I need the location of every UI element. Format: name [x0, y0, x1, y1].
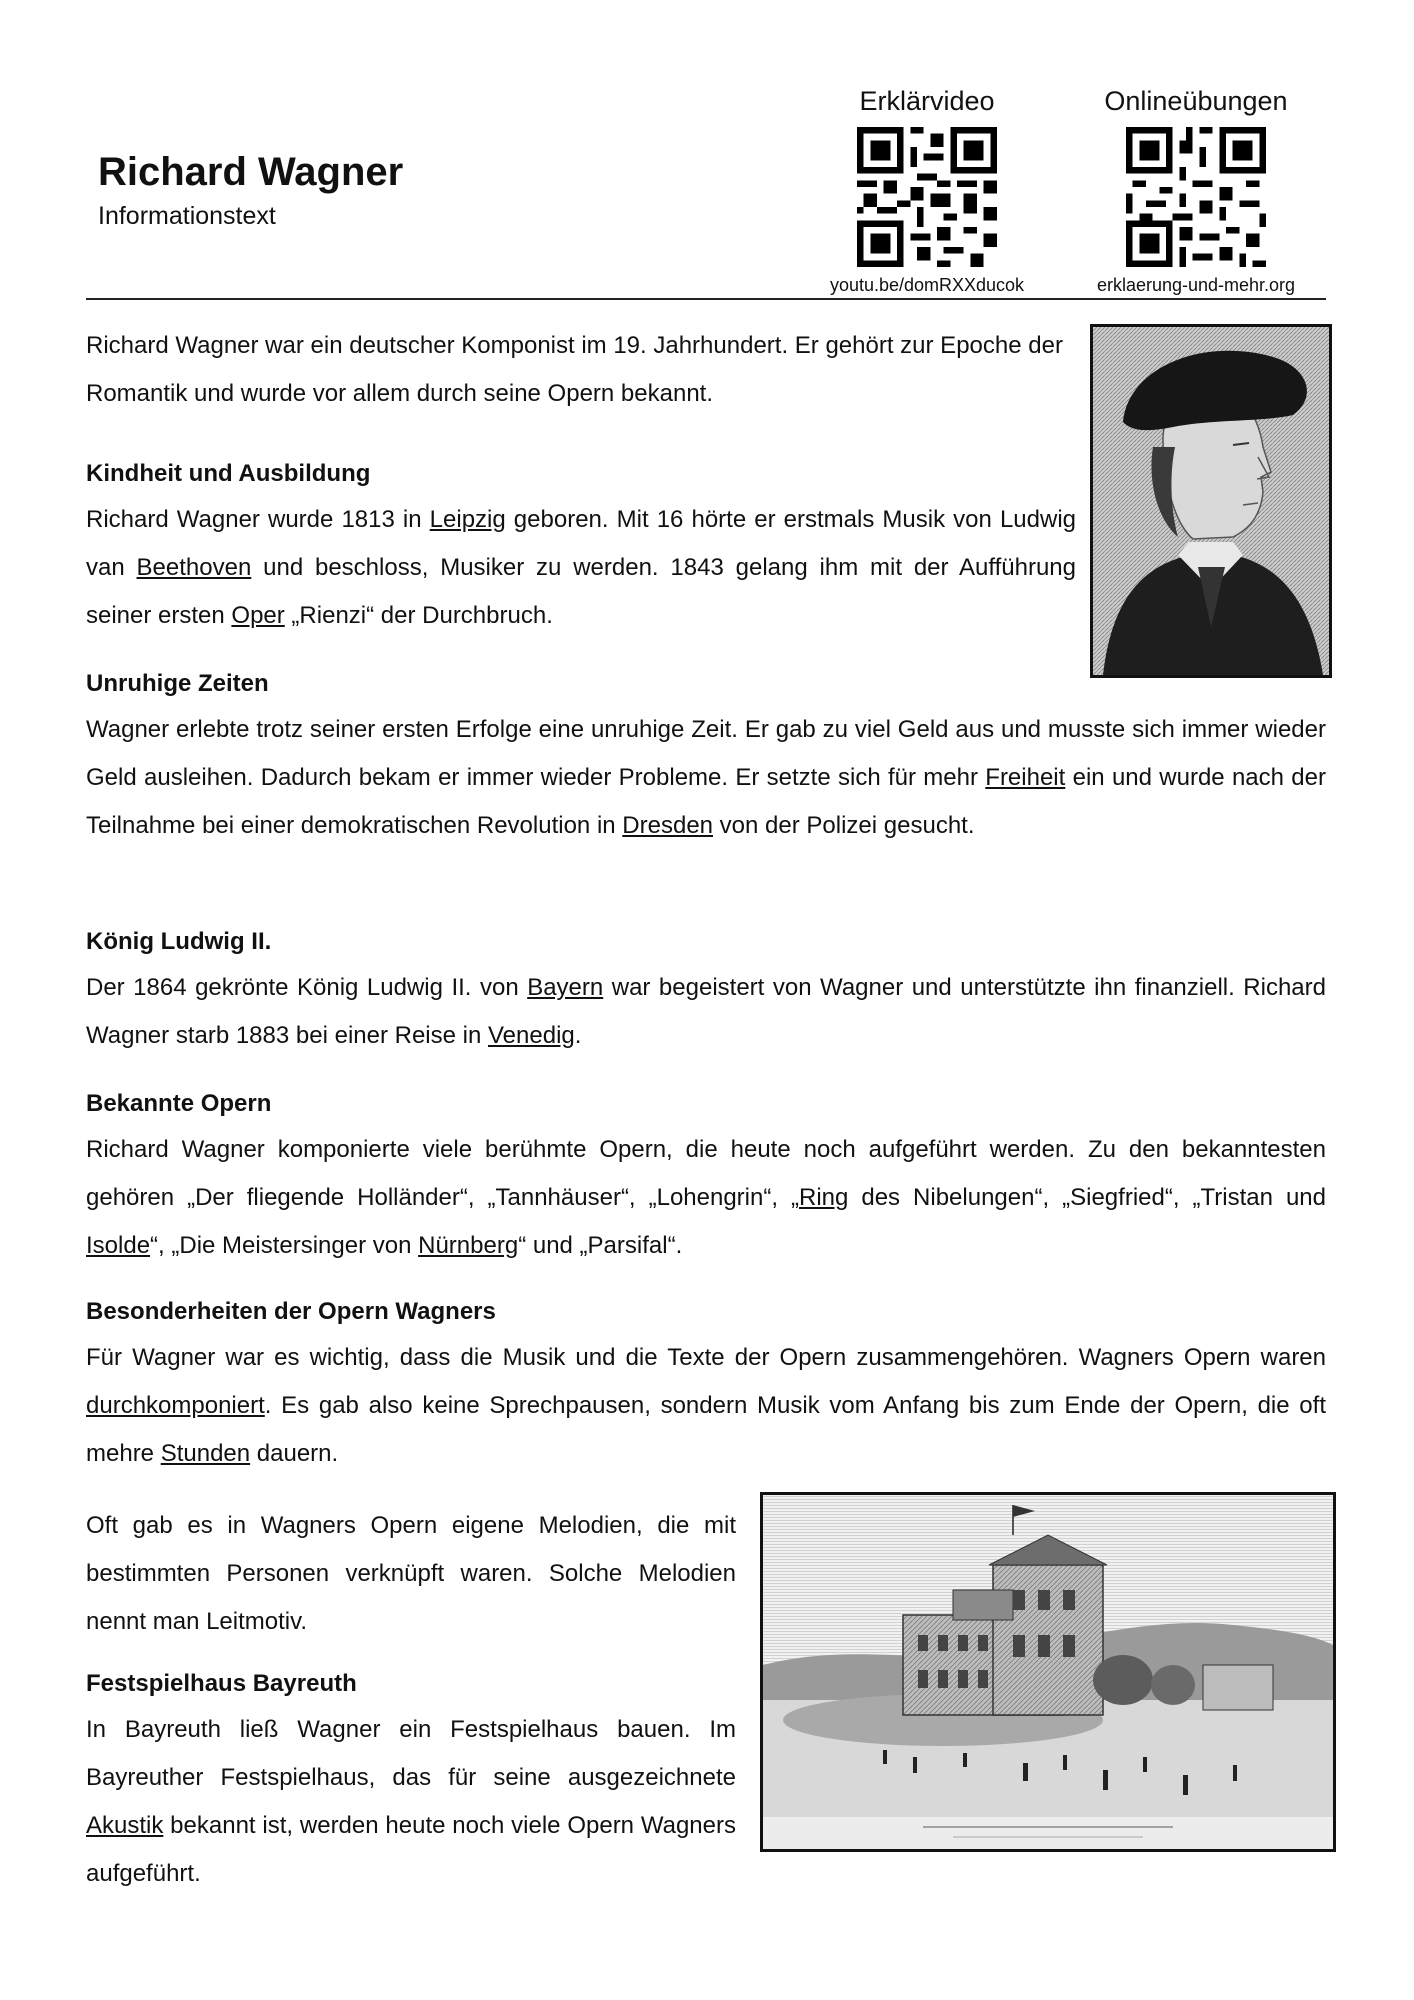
operas-paragraph [86, 1126, 1326, 1270]
text-segment: “ und „Parsifal“. [518, 1232, 683, 1259]
portrait-image [1090, 324, 1332, 678]
special-paragraph [86, 1334, 1326, 1478]
header-divider [86, 298, 1326, 300]
term-beethoven: Beethoven [136, 554, 252, 581]
text-segment: Der 1864 gekrönte König Ludwig II. von [86, 974, 528, 1001]
portrait-engraving-icon [1093, 327, 1329, 675]
ludwig-paragraph [86, 964, 1326, 1060]
text-segment: von der Polizei gesucht. [713, 812, 975, 839]
text-segment: bekannt ist, werden heute noch viele Opern Wagners aufgeführt. [86, 1812, 736, 1887]
text-segment: Richard Wagner komponierte viele berühmte Opern, die heute noch aufgeführt werden. Zu den bekanntesten gehören „Der fliegende Holländer“, „Tannhäuser“, „Lohengrin“, „ [86, 1136, 1326, 1211]
term-bayern: Bayern [527, 974, 604, 1001]
text-segment: Wagner erlebte trotz seiner ersten Erfolge eine unruhige Zeit. Er gab zu viel Geld aus und musste sich immer wieder Geld ausleihen. Dadurch bekam er immer wieder Probleme. Er setzte sich für mehr [86, 716, 1326, 791]
text-segment: und beschloss, Musiker zu werden. 1843 gelang ihm mit der Aufführung seiner ersten [86, 554, 1077, 629]
term-isolde: Isolde [86, 1232, 151, 1259]
text-segment: des Nibelungen“, „Siegfried“, „Tristan und [848, 1184, 1326, 1211]
childhood-paragraph [86, 496, 1076, 640]
section-heading-bayreuth: Festspielhaus Bayreuth [86, 1670, 357, 1697]
text-segment: dauern. [250, 1440, 339, 1467]
qr-video-link[interactable]: youtu.be/domRXXducok [829, 275, 1025, 295]
term-leipzig: Leipzig [429, 506, 506, 533]
term-ring: Ring [799, 1184, 849, 1211]
text-segment: Für Wagner war es wichtig, dass die Musik und die Texte der Opern zusammengehören. Wagners Opern waren [86, 1344, 1326, 1371]
intro-paragraph: Richard Wagner war ein deutscher Komponist im 19. Jahrhundert. Er gehört zur Epoche der Romantik und wurde vor allem durch seine Opern bekannt. [86, 332, 1063, 407]
section-heading-special: Besonderheiten der Opern Wagners [86, 1298, 496, 1325]
term-freiheit: Freiheit [985, 764, 1066, 791]
text-segment: „Rienzi“ der Durchbruch. [284, 602, 553, 629]
leitmotiv-paragraph: Oft gab es in Wagners Opern eigene Melodien, die mit bestimmten Personen verknüpft waren. Solche Melodien nennt man Leitmotiv. [86, 1512, 736, 1635]
text-segment: geboren. Mit 16 hörte er erstmals Musik von Ludwig van [86, 506, 1077, 581]
text-segment: In Bayreuth ließ Wagner ein Festspielhaus bauen. Im Bayreuther Festspielhaus, das für seine ausgezeichnete [86, 1716, 736, 1791]
term-nuernberg: Nürnberg [418, 1232, 519, 1259]
term-oper: Oper [231, 602, 285, 629]
qr-exercises-block [1076, 86, 1316, 296]
text-segment: war begeistert von Wagner und unterstützte ihn finanziell. Richard Wagner starb 1883 bei einer Reise in [86, 974, 1326, 1049]
page-subtitle: Informationstext [98, 202, 276, 230]
section-heading-childhood: Kindheit und Ausbildung [86, 460, 371, 487]
text-segment: “, „Die Meistersinger von [150, 1232, 419, 1259]
qr-exercises-label: Onlineübungen [1104, 86, 1288, 116]
text-segment: . [574, 1022, 582, 1049]
text-segment: ein und wurde nach der Teilnahme bei einer demokratischen Revolution in [86, 764, 1326, 839]
bayreuth-paragraph [86, 1706, 736, 1898]
qr-code-icon[interactable] [857, 127, 997, 267]
page-title: Richard Wagner [98, 150, 404, 194]
qr-code-icon[interactable] [1126, 127, 1266, 267]
section-heading-operas: Bekannte Opern [86, 1090, 272, 1117]
term-dresden: Dresden [622, 812, 714, 839]
festspielhaus-image [760, 1492, 1336, 1852]
term-akustik: Akustik [86, 1812, 164, 1839]
text-segment: Richard Wagner wurde 1813 in [86, 506, 430, 533]
qr-video-label: Erklärvideo [859, 86, 995, 116]
term-stunden: Stunden [160, 1440, 251, 1467]
qr-exercises-link[interactable]: erklaerung-und-mehr.org [1096, 275, 1296, 295]
term-durchkomponiert: durchkomponiert [86, 1392, 265, 1419]
section-heading-turbulent: Unruhige Zeiten [86, 670, 269, 697]
section-heading-ludwig: König Ludwig II. [86, 928, 272, 955]
text-segment: . Es gab also keine Sprechpausen, sondern Musik vom Anfang bis zum Ende der Opern, die oft mehre [86, 1392, 1326, 1467]
term-venedig: Venedig [488, 1022, 575, 1049]
turbulent-paragraph [86, 706, 1326, 850]
festspielhaus-engraving-icon [763, 1495, 1333, 1849]
qr-video-block [812, 86, 1042, 296]
